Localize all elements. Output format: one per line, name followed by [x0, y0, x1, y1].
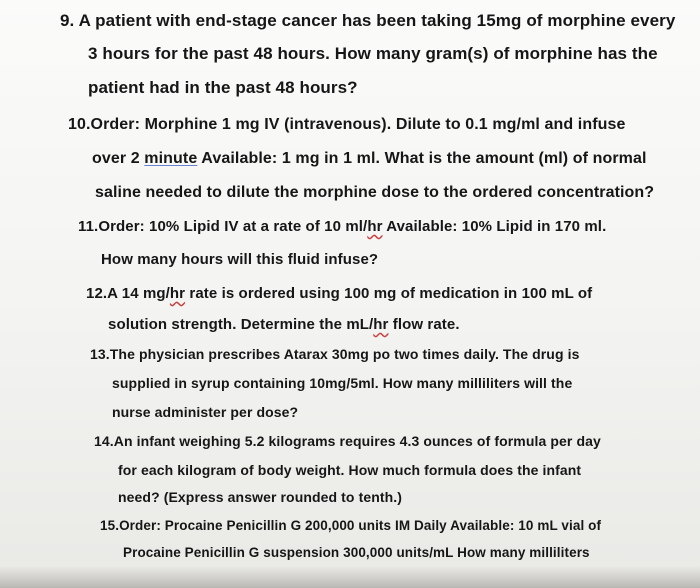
- question-11-line-2: How many hours will this fluid infuse?: [101, 251, 379, 268]
- question-14-line-3: need? (Express answer rounded to tenth.): [118, 489, 403, 505]
- question-9-line-2: 3 hours for the past 48 hours. How many gram(s) of morphine has the: [88, 44, 658, 63]
- question-14-line-2: for each kilogram of body weight. How much formula does the infant: [118, 462, 582, 478]
- question-10-text-1: Order: Morphine 1 mg IV (intravenous). Dilute to 0.1 mg/ml and infuse: [90, 116, 626, 133]
- question-12-line-2: solution strength. Determine the mL/hr flow rate.: [108, 316, 460, 333]
- question-13-line-1: [90, 346, 579, 362]
- question-9-line-1: [60, 11, 675, 31]
- question-9-line-3: patient had in the past 48 hours?: [88, 78, 358, 97]
- question-13-text-1: The physician prescribes Atarax 30mg po two times daily. The drug is: [109, 346, 580, 362]
- question-9-number: 9.: [60, 11, 75, 30]
- question-15-line-1: [100, 518, 601, 533]
- page-bottom-shadow: [0, 566, 700, 588]
- question-10-line-2: over 2 minute Available: 1 mg in 1 ml. What is the amount (ml) of normal: [92, 150, 647, 167]
- question-12-line-1: [86, 285, 592, 302]
- question-10-line-3: saline needed to dilute the morphine dose to the ordered concentration?: [95, 184, 655, 201]
- question-12-number: 12.: [86, 285, 108, 302]
- question-13-number: 13.: [90, 346, 110, 362]
- question-13-line-3: nurse administer per dose?: [112, 404, 299, 420]
- question-14-text-1: An infant weighing 5.2 kilograms requires 4.3 ounces of formula per day: [113, 433, 601, 449]
- question-15-line-2: Procaine Penicillin G suspension 300,000 units/mL How many milliliters: [123, 545, 590, 560]
- question-15-text-1: Order: Procaine Penicillin G 200,000 units IM Daily Available: 10 mL vial of: [119, 518, 602, 533]
- question-14-number: 14.: [94, 433, 114, 449]
- question-15-number: 15.: [100, 518, 120, 533]
- question-9-text-1: A patient with end-stage cancer has been taking 15mg of morphine every: [78, 11, 676, 30]
- question-10-line-1: [68, 116, 626, 134]
- question-14-line-1: [94, 433, 601, 449]
- question-11-text-1: Order: 10% Lipid IV at a rate of 10 ml/hr Available: 10% Lipid in 170 ml.: [98, 218, 607, 235]
- question-11-line-1: [78, 218, 606, 235]
- question-13-line-2: supplied in syrup containing 10mg/5ml. How many milliliters will the: [112, 375, 573, 391]
- question-12-text-1: A 14 mg/hr rate is ordered using 100 mg of medication in 100 mL of: [107, 285, 593, 302]
- question-10-number: 10.: [68, 116, 91, 133]
- question-11-number: 11.: [78, 218, 99, 235]
